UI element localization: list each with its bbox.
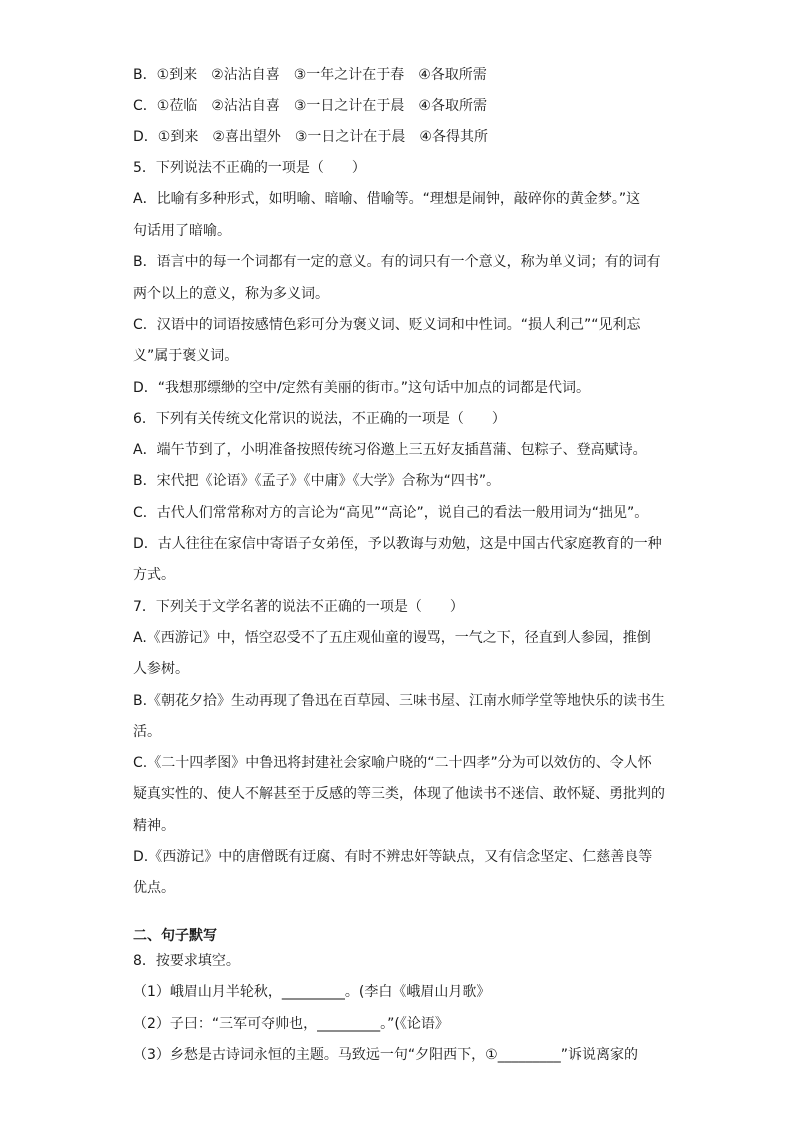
question-text-line: 精神。	[133, 818, 175, 834]
question-text-line: 5．下列说法不正确的一项是（ ）	[133, 160, 366, 176]
question-text-line: D.《西游记》中的唐僧既有迂腐、有时不辨忠奸等缺点，又有信念坚定、仁慈善良等	[133, 849, 653, 865]
section-heading: 二、句子默写	[133, 928, 217, 944]
question-text-line: C．古代人们常常称对方的言论为“高见”“高论”，说自己的看法一般用词为“拙见”。	[133, 505, 649, 521]
question-text-line: 人参树。	[133, 661, 189, 677]
question-text-line: C.《二十四孝图》中鲁迅将封建社会家喻户晓的“二十四孝”分为可以效仿的、令人怀	[133, 755, 652, 771]
question-text-line: 义”属于褒义词。	[133, 348, 239, 364]
question-text-line: 句话用了暗喻。	[133, 223, 231, 239]
question-text-line: C．①莅临 ②沾沾自喜 ③一日之计在于晨 ④各取所需	[133, 98, 487, 114]
question-text-line: 疑真实性的、使人不解甚至于反感的等三类，体现了他读书不迷信、敢怀疑、勇批判的	[133, 786, 665, 802]
question-text-line: D．“我想那缥缈的空中/定然有美丽的街市。”这句话中加点的词都是代词。	[133, 380, 591, 396]
question-text-line: D．古人往往在家信中寄语子女弟侄，予以教诲与劝勉，这是中国古代家庭教育的一种	[133, 536, 662, 552]
question-text-line: A．端午节到了，小明准备按照传统习俗邀上三五好友插菖蒲、包粽子、登高赋诗。	[133, 442, 647, 458]
question-text-line: B．宋代把《论语》《孟子》《中庸》《大学》合称为“四书”。	[133, 473, 501, 489]
question-text-line: B．语言中的每一个词都有一定的意义。有的词只有一个意义，称为单义词；有的词有	[133, 254, 661, 270]
question-text-line: 7．下列关于文学名著的说法不正确的一项是（ ）	[133, 599, 464, 615]
question-text-line: A．比喻有多种形式，如明喻、暗喻、借喻等。“理想是闹钟，敲碎你的黄金梦。”这	[133, 191, 641, 207]
question-text-line: B．①到来 ②沾沾自喜 ③一年之计在于春 ④各取所需	[133, 67, 487, 83]
question-text-line: （3）乡愁是古诗词永恒的主题。马致远一句“夕阳西下，①_________”诉说离家的	[133, 1047, 638, 1063]
question-text-line: C．汉语中的词语按感情色彩可分为褒义词、贬义词和中性词。“损人利己”“见利忘	[133, 317, 641, 333]
question-text-line: 6．下列有关传统文化常识的说法，不正确的一项是（ ）	[133, 411, 506, 427]
question-text-line: B.《朝花夕拾》生动再现了鲁迅在百草园、三味书屋、江南水师学堂等地快乐的读书生	[133, 693, 666, 709]
question-text-line: D．①到来 ②喜出望外 ③一日之计在于晨 ④各得其所	[133, 129, 488, 145]
question-text-line: （1）峨眉山月半轮秋，_________。(李白《峨眉山月歌》	[133, 984, 491, 1000]
question-text-line: A.《西游记》中，悟空忍受不了五庄观仙童的谩骂，一气之下，径直到人参园，推倒	[133, 630, 651, 646]
question-text-line: 两个以上的意义，称为多义词。	[133, 286, 329, 302]
question-text-line: （2）子曰：“三军可夺帅也，_________。”(《论语》	[133, 1016, 449, 1032]
question-text-line: 优点。	[133, 880, 175, 896]
question-text-line: 活。	[133, 724, 161, 740]
question-text-line: 方式。	[133, 567, 175, 583]
question-text-line: 8．按要求填空。	[133, 953, 240, 969]
